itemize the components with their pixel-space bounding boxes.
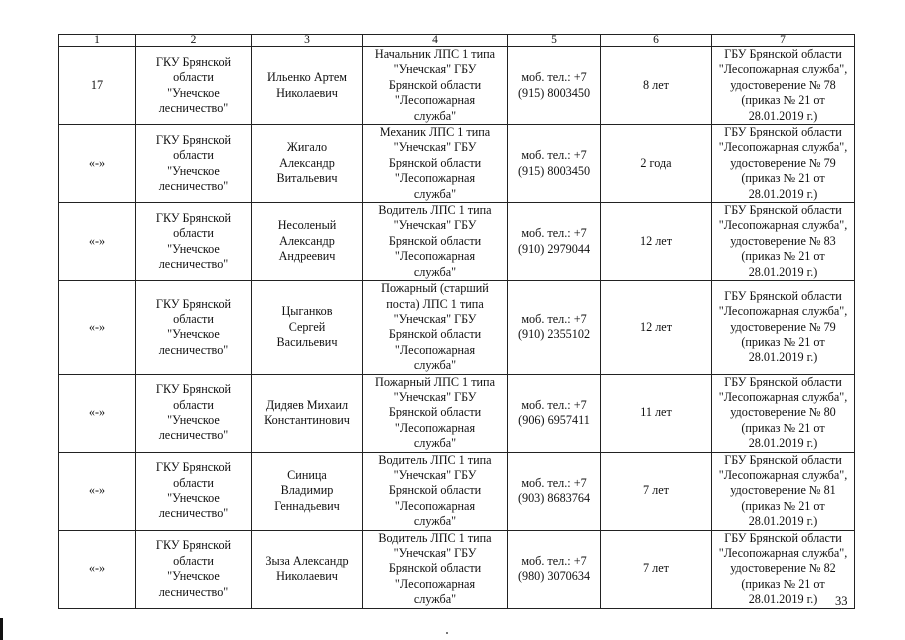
- cell-text-line: "Лесопожарная служба",: [718, 140, 848, 155]
- cell-text-line: (910) 2979044: [517, 241, 591, 256]
- cell-text-line: удостоверение № 80: [730, 405, 836, 420]
- cell-text-line: лесничество": [158, 506, 229, 521]
- column-number-row: [59, 35, 855, 47]
- organization-cell: [136, 530, 252, 608]
- cell-text-line: поста) ЛПС 1 типа: [386, 296, 484, 311]
- cell-text-line: области: [173, 553, 214, 568]
- table-row: [59, 530, 855, 608]
- cell-text-line: (903) 8683764: [517, 491, 591, 506]
- cell-text-line: (915) 8003450: [517, 163, 591, 178]
- cell-text-line: служба": [413, 514, 457, 529]
- cell-text-line: (приказ № 21 от: [741, 93, 825, 108]
- row-number-cell: «-»: [59, 203, 136, 281]
- position-cell: [363, 374, 508, 452]
- certificate-cell: [712, 125, 855, 203]
- cell-text-line: ГБУ Брянской области: [724, 374, 842, 389]
- position-cell: [363, 530, 508, 608]
- row-number-cell: «-»: [59, 281, 136, 374]
- cell-text-line: удостоверение № 79: [730, 155, 836, 170]
- experience-cell: 12 лет: [601, 203, 712, 281]
- cell-text-line: моб. тел.: +7: [521, 397, 587, 412]
- cell-text-line: служба": [413, 108, 457, 123]
- cell-text-line: "Унечское: [167, 241, 220, 256]
- cell-text-line: "Унечская" ГБУ: [393, 467, 477, 482]
- cell-text-line: служба": [413, 436, 457, 451]
- certificate-cell: [712, 530, 855, 608]
- cell-text-line: 28.01.2019 г.): [748, 592, 818, 607]
- experience-cell: 12 лет: [601, 281, 712, 374]
- cell-text-line: удостоверение № 79: [730, 319, 836, 334]
- organization-cell: [136, 47, 252, 125]
- cell-text-line: лесничество": [158, 100, 229, 115]
- column-number: 6: [601, 35, 712, 47]
- certificate-cell: [712, 452, 855, 530]
- position-cell: [363, 203, 508, 281]
- column-number: 4: [363, 35, 508, 47]
- column-number: 1: [59, 35, 136, 47]
- cell-text-line: Зыза Александр: [265, 553, 349, 568]
- experience-cell: 7 лет: [601, 452, 712, 530]
- cell-text-line: "Лесопожарная служба",: [718, 304, 848, 319]
- cell-text-line: (приказ № 21 от: [741, 576, 825, 591]
- cell-text-line: Витальевич: [276, 171, 338, 186]
- row-number-cell: «-»: [59, 374, 136, 452]
- cell-text-line: "Унечская" ГБУ: [393, 546, 477, 560]
- cell-text-line: области: [173, 475, 214, 490]
- phone-cell: [508, 452, 601, 530]
- cell-text-line: моб. тел.: +7: [521, 70, 587, 85]
- cell-text-line: служба": [413, 358, 457, 373]
- cell-text-line: Александр: [279, 233, 335, 248]
- position-cell: [363, 452, 508, 530]
- cell-text-line: Брянской области: [388, 405, 482, 420]
- certificate-cell: [712, 374, 855, 452]
- cell-text-line: Николаевич: [276, 569, 338, 584]
- cell-text-line: "Унечское: [167, 413, 220, 428]
- column-number: 7: [712, 35, 855, 47]
- table-row: [59, 47, 855, 125]
- cell-text-line: "Унечская" ГБУ: [393, 389, 477, 404]
- cell-text-line: Ильенко Артем: [267, 70, 347, 85]
- cell-text-line: "Унечское: [167, 491, 220, 506]
- experience-cell: 7 лет: [601, 530, 712, 608]
- cell-text-line: "Лесопожарная: [394, 498, 476, 513]
- row-number-cell: «-»: [59, 125, 136, 203]
- certificate-cell: [712, 281, 855, 374]
- cell-text-line: Пожарный ЛПС 1 типа: [375, 374, 495, 389]
- cell-text-line: моб. тел.: +7: [521, 148, 587, 163]
- cell-text-line: служба": [413, 264, 457, 279]
- cell-text-line: лесничество": [158, 342, 229, 357]
- cell-text-line: ГКУ Брянской: [155, 54, 232, 69]
- cell-text-line: (приказ № 21 от: [741, 171, 825, 186]
- cell-text-line: (910) 2355102: [517, 327, 591, 342]
- cell-text-line: ГБУ Брянской области: [724, 530, 842, 545]
- cell-text-line: "Лесопожарная служба",: [718, 218, 848, 233]
- cell-text-line: 28.01.2019 г.): [748, 186, 818, 201]
- cell-text-line: ГБУ Брянской области: [724, 203, 842, 218]
- cell-text-line: 28.01.2019 г.): [748, 350, 818, 365]
- cell-text-line: лесничество": [158, 256, 229, 271]
- cell-text-line: (приказ № 21 от: [741, 420, 825, 435]
- cell-text-line: Механик ЛПС 1 типа: [379, 125, 491, 140]
- phone-cell: [508, 203, 601, 281]
- cell-text-line: "Лесопожарная: [394, 93, 476, 108]
- cell-text-line: ГКУ Брянской: [155, 132, 232, 147]
- person-name-cell: [252, 125, 363, 203]
- cell-text-line: ГБУ Брянской области: [724, 288, 842, 303]
- cell-text-line: Несоленый: [277, 218, 337, 233]
- cell-text-line: (906) 6957411: [518, 413, 590, 428]
- cell-text-line: (приказ № 21 от: [741, 335, 825, 350]
- cell-text-line: "Лесопожарная служба",: [718, 62, 848, 77]
- cell-text-line: удостоверение № 82: [730, 561, 836, 576]
- cell-text-line: "Лесопожарная: [394, 249, 476, 264]
- cell-text-line: Брянской области: [388, 483, 482, 498]
- cell-text-line: ГБУ Брянской области: [724, 125, 842, 140]
- cell-text-line: ГКУ Брянской: [155, 210, 232, 225]
- cell-text-line: Александр: [279, 155, 335, 170]
- experience-cell: 2 года: [601, 125, 712, 203]
- phone-cell: [508, 47, 601, 125]
- cell-text-line: "Лесопожарная: [394, 576, 476, 591]
- cell-text-line: ГКУ Брянской: [155, 296, 232, 311]
- cell-text-line: "Унечское: [167, 327, 220, 342]
- organization-cell: [136, 281, 252, 374]
- cell-text-line: Сергей: [288, 319, 326, 334]
- cell-text-line: ГКУ Брянской: [155, 460, 232, 475]
- cell-text-line: ГКУ Брянской: [155, 382, 232, 397]
- certificate-cell: [712, 47, 855, 125]
- cell-text-line: Водитель ЛПС 1 типа: [378, 203, 492, 218]
- person-name-cell: [252, 374, 363, 452]
- cell-text-line: ГКУ Брянской: [155, 538, 232, 553]
- cell-text-line: "Унечская" ГБУ: [393, 62, 477, 77]
- table-row: [59, 125, 855, 203]
- person-name-cell: [252, 281, 363, 374]
- page-number: 33: [835, 594, 848, 608]
- cell-text-line: "Унечская" ГБУ: [393, 311, 477, 326]
- table-row: [59, 281, 855, 374]
- organization-cell: [136, 203, 252, 281]
- phone-cell: [508, 125, 601, 203]
- cell-text-line: Брянской области: [388, 233, 482, 248]
- cell-text-line: Брянской области: [388, 561, 482, 576]
- person-name-cell: [252, 452, 363, 530]
- cell-text-line: лесничество": [158, 178, 229, 193]
- experience-cell: 8 лет: [601, 47, 712, 125]
- scan-edge-mark: [0, 618, 3, 640]
- cell-text-line: области: [173, 70, 214, 85]
- experience-cell: 11 лет: [601, 374, 712, 452]
- scan-dot: [446, 632, 448, 634]
- cell-text-line: Брянской области: [388, 327, 482, 342]
- cell-text-line: 28.01.2019 г.): [748, 436, 818, 451]
- cell-text-line: удостоверение № 83: [730, 233, 836, 248]
- cell-text-line: служба": [413, 592, 457, 607]
- position-cell: [363, 125, 508, 203]
- cell-text-line: моб. тел.: +7: [521, 475, 587, 490]
- cell-text-line: "Лесопожарная: [394, 171, 476, 186]
- person-name-cell: [252, 203, 363, 281]
- organization-cell: [136, 125, 252, 203]
- column-number: 5: [508, 35, 601, 47]
- cell-text-line: Брянской области: [388, 155, 482, 170]
- cell-text-line: "Лесопожарная служба",: [718, 389, 848, 404]
- row-number-cell: «-»: [59, 530, 136, 608]
- cell-text-line: 28.01.2019 г.): [748, 108, 818, 123]
- cell-text-line: области: [173, 148, 214, 163]
- cell-text-line: Пожарный (старший: [381, 281, 489, 296]
- cell-text-line: удостоверение № 78: [730, 77, 836, 92]
- cell-text-line: Брянской области: [388, 77, 482, 92]
- cell-text-line: служба": [413, 186, 457, 201]
- cell-text-line: (915) 8003450: [517, 85, 591, 100]
- column-number: 3: [252, 35, 363, 47]
- table-row: [59, 203, 855, 281]
- cell-text-line: области: [173, 311, 214, 326]
- personnel-table: [58, 34, 855, 609]
- cell-text-line: "Лесопожарная: [394, 342, 476, 357]
- cell-text-line: "Лесопожарная: [394, 420, 476, 435]
- cell-text-line: Андреевич: [278, 249, 336, 264]
- person-name-cell: [252, 47, 363, 125]
- cell-text-line: Жигало: [286, 140, 328, 155]
- row-number-cell: 17: [59, 47, 136, 125]
- cell-text-line: Васильевич: [276, 335, 338, 350]
- cell-text-line: "Унечское: [167, 163, 220, 178]
- cell-text-line: ГБУ Брянской области: [724, 452, 842, 467]
- phone-cell: [508, 530, 601, 608]
- cell-text-line: (приказ № 21 от: [741, 498, 825, 513]
- table-row: [59, 374, 855, 452]
- cell-text-line: лесничество": [158, 428, 229, 443]
- cell-text-line: Константинович: [264, 413, 350, 428]
- cell-text-line: моб. тел.: +7: [521, 553, 587, 568]
- cell-text-line: "Унечское: [167, 85, 220, 100]
- cell-text-line: Начальник ЛПС 1 типа: [374, 47, 496, 61]
- column-number: 2: [136, 35, 252, 47]
- cell-text-line: лесничество": [158, 584, 229, 599]
- cell-text-line: Синица: [287, 467, 327, 482]
- cell-text-line: Дидяев Михаил: [265, 397, 349, 412]
- position-cell: [363, 281, 508, 374]
- cell-text-line: Цыганков: [281, 304, 333, 319]
- row-number-cell: «-»: [59, 452, 136, 530]
- certificate-cell: [712, 203, 855, 281]
- cell-text-line: Геннадьевич: [274, 498, 340, 513]
- cell-text-line: 28.01.2019 г.): [748, 514, 818, 529]
- cell-text-line: Николаевич: [276, 85, 338, 100]
- organization-cell: [136, 452, 252, 530]
- cell-text-line: "Лесопожарная служба",: [718, 546, 848, 560]
- cell-text-line: (980) 3070634: [517, 569, 591, 584]
- cell-text-line: области: [173, 397, 214, 412]
- cell-text-line: моб. тел.: +7: [521, 226, 587, 241]
- table-row: [59, 452, 855, 530]
- cell-text-line: области: [173, 226, 214, 241]
- person-name-cell: [252, 530, 363, 608]
- cell-text-line: (приказ № 21 от: [741, 249, 825, 264]
- cell-text-line: "Унечская" ГБУ: [393, 140, 477, 155]
- phone-cell: [508, 281, 601, 374]
- position-cell: [363, 47, 508, 125]
- cell-text-line: удостоверение № 81: [730, 483, 836, 498]
- phone-cell: [508, 374, 601, 452]
- cell-text-line: Водитель ЛПС 1 типа: [378, 452, 492, 467]
- cell-text-line: моб. тел.: +7: [521, 311, 587, 326]
- cell-text-line: "Унечское: [167, 569, 220, 584]
- organization-cell: [136, 374, 252, 452]
- cell-text-line: Водитель ЛПС 1 типа: [378, 530, 492, 545]
- cell-text-line: 28.01.2019 г.): [748, 264, 818, 279]
- cell-text-line: "Унечская" ГБУ: [393, 218, 477, 233]
- cell-text-line: "Лесопожарная служба",: [718, 467, 848, 482]
- cell-text-line: Владимир: [280, 483, 334, 498]
- cell-text-line: ГБУ Брянской области: [724, 47, 842, 61]
